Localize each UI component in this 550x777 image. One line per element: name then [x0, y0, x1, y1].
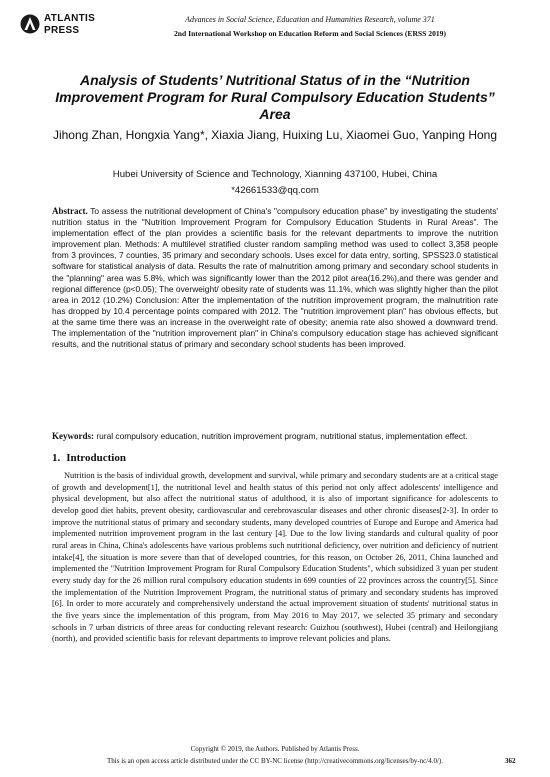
logo-line-1: ATLANTIS	[44, 13, 96, 24]
license-notice: This is an open access article distributed under the CC BY-NC license (http://creativecommons.org/licenses/by-nc/4.0/).	[107, 757, 443, 765]
atlantis-logo-icon	[20, 14, 40, 34]
keywords	[52, 431, 498, 442]
workshop-name: 2nd International Workshop on Education Reform and Social Sciences (ERSS 2019)	[173, 29, 446, 38]
affiliation: Hubei University of Science and Technology, Xianning 437100, Hubei, China	[112, 169, 438, 180]
abstract-label: Abstract.	[52, 206, 88, 216]
abstract	[52, 206, 498, 350]
paper-title: Analysis of Students’ Nutritional Status of in the “Nutrition Improvement Program for Rural Compulsory Education Students” Area	[55, 72, 495, 122]
section-heading-introduction	[52, 452, 126, 464]
keywords-label: Keywords:	[52, 431, 94, 441]
journal-name: Advances in Social Science, Education and Humanities Research, volume 371	[185, 15, 435, 24]
atlantis-press-logo	[20, 12, 110, 38]
section-title: Introduction	[66, 452, 126, 464]
section-number: 1.	[52, 452, 61, 464]
abstract-text: To assess the nutritional development of China's "compulsory education phase" by investigating the students' nutrition status in the "Nutrition Improvement Program for Compulsory Education Students in Rural Areas". The implementation effect of the plan provides a scientific basis for the relevant departments to improve the nutrition improvement plan. Methods: A multilevel stratified cluster random sampling method was used to collect 3,358 people from 3 provinces, 7 counties, 35 primary and secondary schools. Uses excel for data entry, sorting, SPSS23.0 statistical software for statistical analysis of data. Results the rate of malnutrition among primary and secondary school students in the "planning" area was 5.8%, which was significantly lower than the 2012 pilot area(16.2%),and there was gender and regional difference (p<0.05); The overweight/ obesity rate of students was 11.1%, which was slightly higher than the pilot area in 2012 (10.2%) Conclusion: After the implementation of the nutrition improvement program, the malnutrition rate has dropped by 10.4 percentage points compared with 2012. The "nutrition improvement plan" has obvious effects, but at the same time there was an increase in the overweight rate of obesity; anemia rate also showed a downward trend. The implementation of the "nutrition improvement plan" in China's compulsory education stage has achieved significant results, and the nutritional status of primary and secondary school students has been improved.	[52, 206, 498, 350]
keywords-text: rural compulsory education, nutrition improvement program, nutritional status, implementation effect.	[96, 431, 468, 441]
contact-email: *42661533@qq.com	[231, 185, 319, 196]
copyright-notice: Copyright © 2019, the Authors. Published by Atlantis Press.	[190, 745, 360, 753]
author-list: Jihong Zhan, Hongxia Yang*, Xiaxia Jiang, Huixing Lu, Xiaomei Guo, Yanping Hong	[52, 128, 498, 142]
page-number: 362	[505, 757, 516, 765]
introduction-paragraph: Nutrition is the basis of individual growth, development and survival, while primary and secondary students are at a critical stage of growth and development[1], the nutritional level and health status of this period not only affect adolescents' intelligence and physical development, but also affect the nutritional status of adulthood, it is also of important significance for adolescents to develop good diet habits, prevent obesity, cardiovascular and cerebrovascular diseases and other chronic diseases[2-3]. In order to improve the nutritional status of primary and secondary students, many developed countries of Europe and Europe and America had implemented nutrition improvement program in the last century [4]. Due to the low living standards and cultural quality of poor rural areas in China, China's adolescents have various problems such nutritional deficiency, over nutrition and deficiency of nutrient intake[4], the situation is more severe than that of developed countries, for this reason, on October 26, 2011, China launched and implemented the "Nutrition Improvement Program for Rural Compulsory Education Students", which subsidized 3 yuan per student every study day for the 26 million rural compulsory education students in 699 counties of 22 provinces across the country[5]. Since the implementation of the Nutrition Improvement Program, the nutritional status of primary and secondary students has improved [6]. In order to more accurately and comprehensively understand the actual improvement situation of students' nutritional status in the five years since the implementation of this program, from May 2016 to May 2017, we selected 35 primary and secondary schools in 7 urban districts of three areas for conducting relevant research: Guizhou (southwest), Hubei (central) and Heilongjiang (north), and provided scientific basis for relevant departments to improve relevant policies and plans.	[52, 471, 498, 644]
logo-line-2: PRESS	[44, 25, 80, 36]
